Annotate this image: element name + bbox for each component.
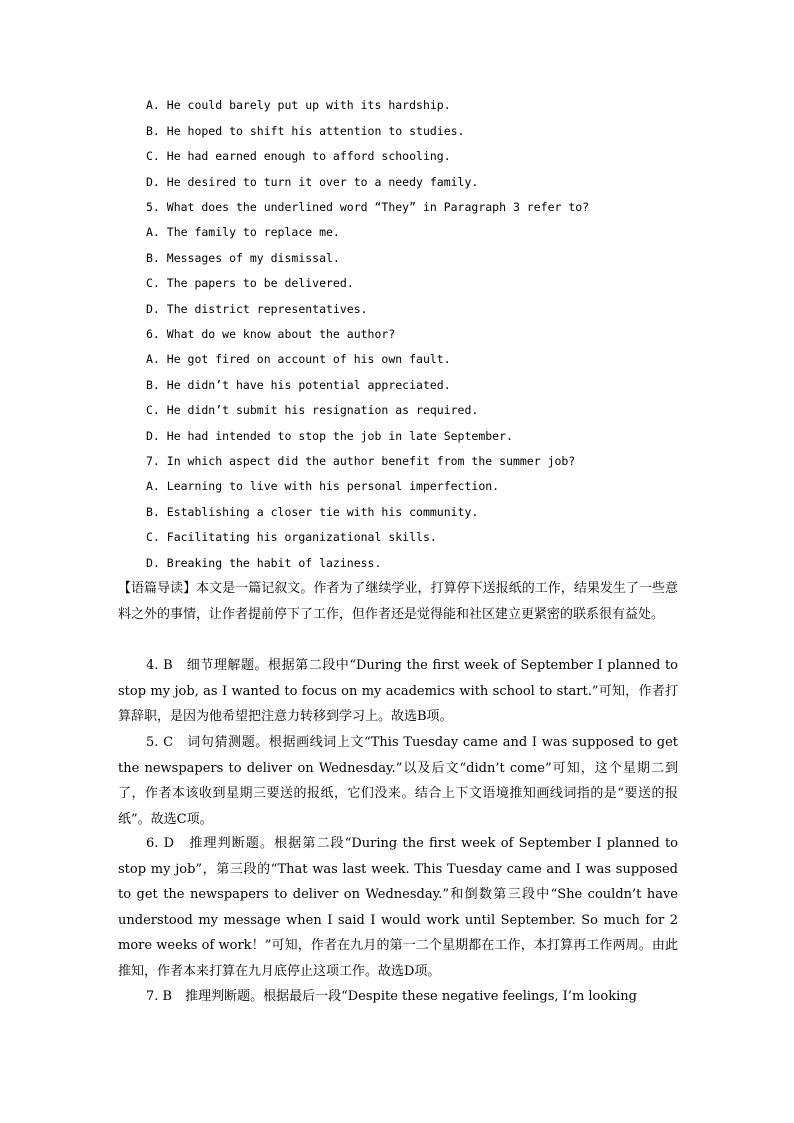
q5-option-c: C. The papers to be delivered. bbox=[146, 276, 354, 290]
q5-stem: 5. What does the underlined word “They” in Paragraph 3 refer to? bbox=[146, 200, 590, 214]
q4-option-b: B. He hoped to shift his attention to studies. bbox=[146, 124, 465, 138]
q5-option-a: A. The family to replace me. bbox=[146, 225, 340, 239]
q6-option-c: C. He didn’t submit his resignation as required. bbox=[146, 403, 479, 417]
q6-option-d: D. He had intended to stop the job in late September. bbox=[146, 429, 513, 443]
answer-explanation-4: 4. B 细节理解题。根据第二段中“During the first week of September I planned to stop my job, as I wanted to focus on my academics with school to start.”可知，作者打算辞职，是因为他希望把注意力转移到学习上。故选B项。 bbox=[118, 658, 678, 724]
q5-option-d: D. The district representatives. bbox=[146, 302, 368, 316]
q7-option-b: B. Establishing a closer tie with his community. bbox=[146, 505, 479, 519]
q6-option-a: A. He got fired on account of his own fault. bbox=[146, 352, 451, 366]
passage-guide: 【语篇导读】本文是一篇记叙文。作者为了继续学业，打算停下送报纸的工作，结果发生了一些意料之外的事情，让作者提前停下了工作，但作者还是觉得能和社区建立更紧密的联系很有益处。 bbox=[118, 581, 678, 622]
answer-explanation-6: 6. D 推理判断题。根据第二段“During the first week of September I planned to stop my job”，第三段的“That was last week. This Tuesday came and I was supposed to get the newspapers to deliver on Wednesday.”和倒数第三段中“She couldn’t have understood my message when I said I would work until September. So much for 2 more weeks of work！”可知，作者在九月的第一二个星期都在工作，本打算再工作两周。由此推知，作者本来打算在九月底停止这项工作。故选D项。 bbox=[118, 836, 678, 979]
q7-option-a: A. Learning to live with his personal imperfection. bbox=[146, 479, 500, 493]
q6-stem: 6. What do we know about the author? bbox=[146, 327, 396, 341]
q7-option-c: C. Facilitating his organizational skills. bbox=[146, 530, 437, 544]
q4-option-c: C. He had earned enough to afford schooling. bbox=[146, 149, 451, 163]
answer-explanation-5: 5. C 词句猜测题。根据画线词上文“This Tuesday came and I was supposed to get the newspapers to deliver on Wednesday.”以及后文“didn’t come”可知，这个星期二到了，作者本该收到星期三要送的报纸，它们没来。结合上下文语境推知画线词指的是“要送的报纸”。故选C项。 bbox=[118, 735, 678, 827]
q6-option-b: B. He didn’t have his potential appreciated. bbox=[146, 378, 451, 392]
q4-option-d: D. He desired to turn it over to a needy family. bbox=[146, 175, 479, 189]
q7-stem: 7. In which aspect did the author benefit from the summer job? bbox=[146, 454, 576, 468]
q5-option-b: B. Messages of my dismissal. bbox=[146, 251, 340, 265]
answer-explanation-7: 7. B 推理判断题。根据最后一段“Despite these negative feelings, I’m looking bbox=[146, 989, 637, 1004]
q7-option-d: D. Breaking the habit of laziness. bbox=[146, 556, 382, 570]
q4-option-a: A. He could barely put up with its hardship. bbox=[146, 98, 451, 112]
